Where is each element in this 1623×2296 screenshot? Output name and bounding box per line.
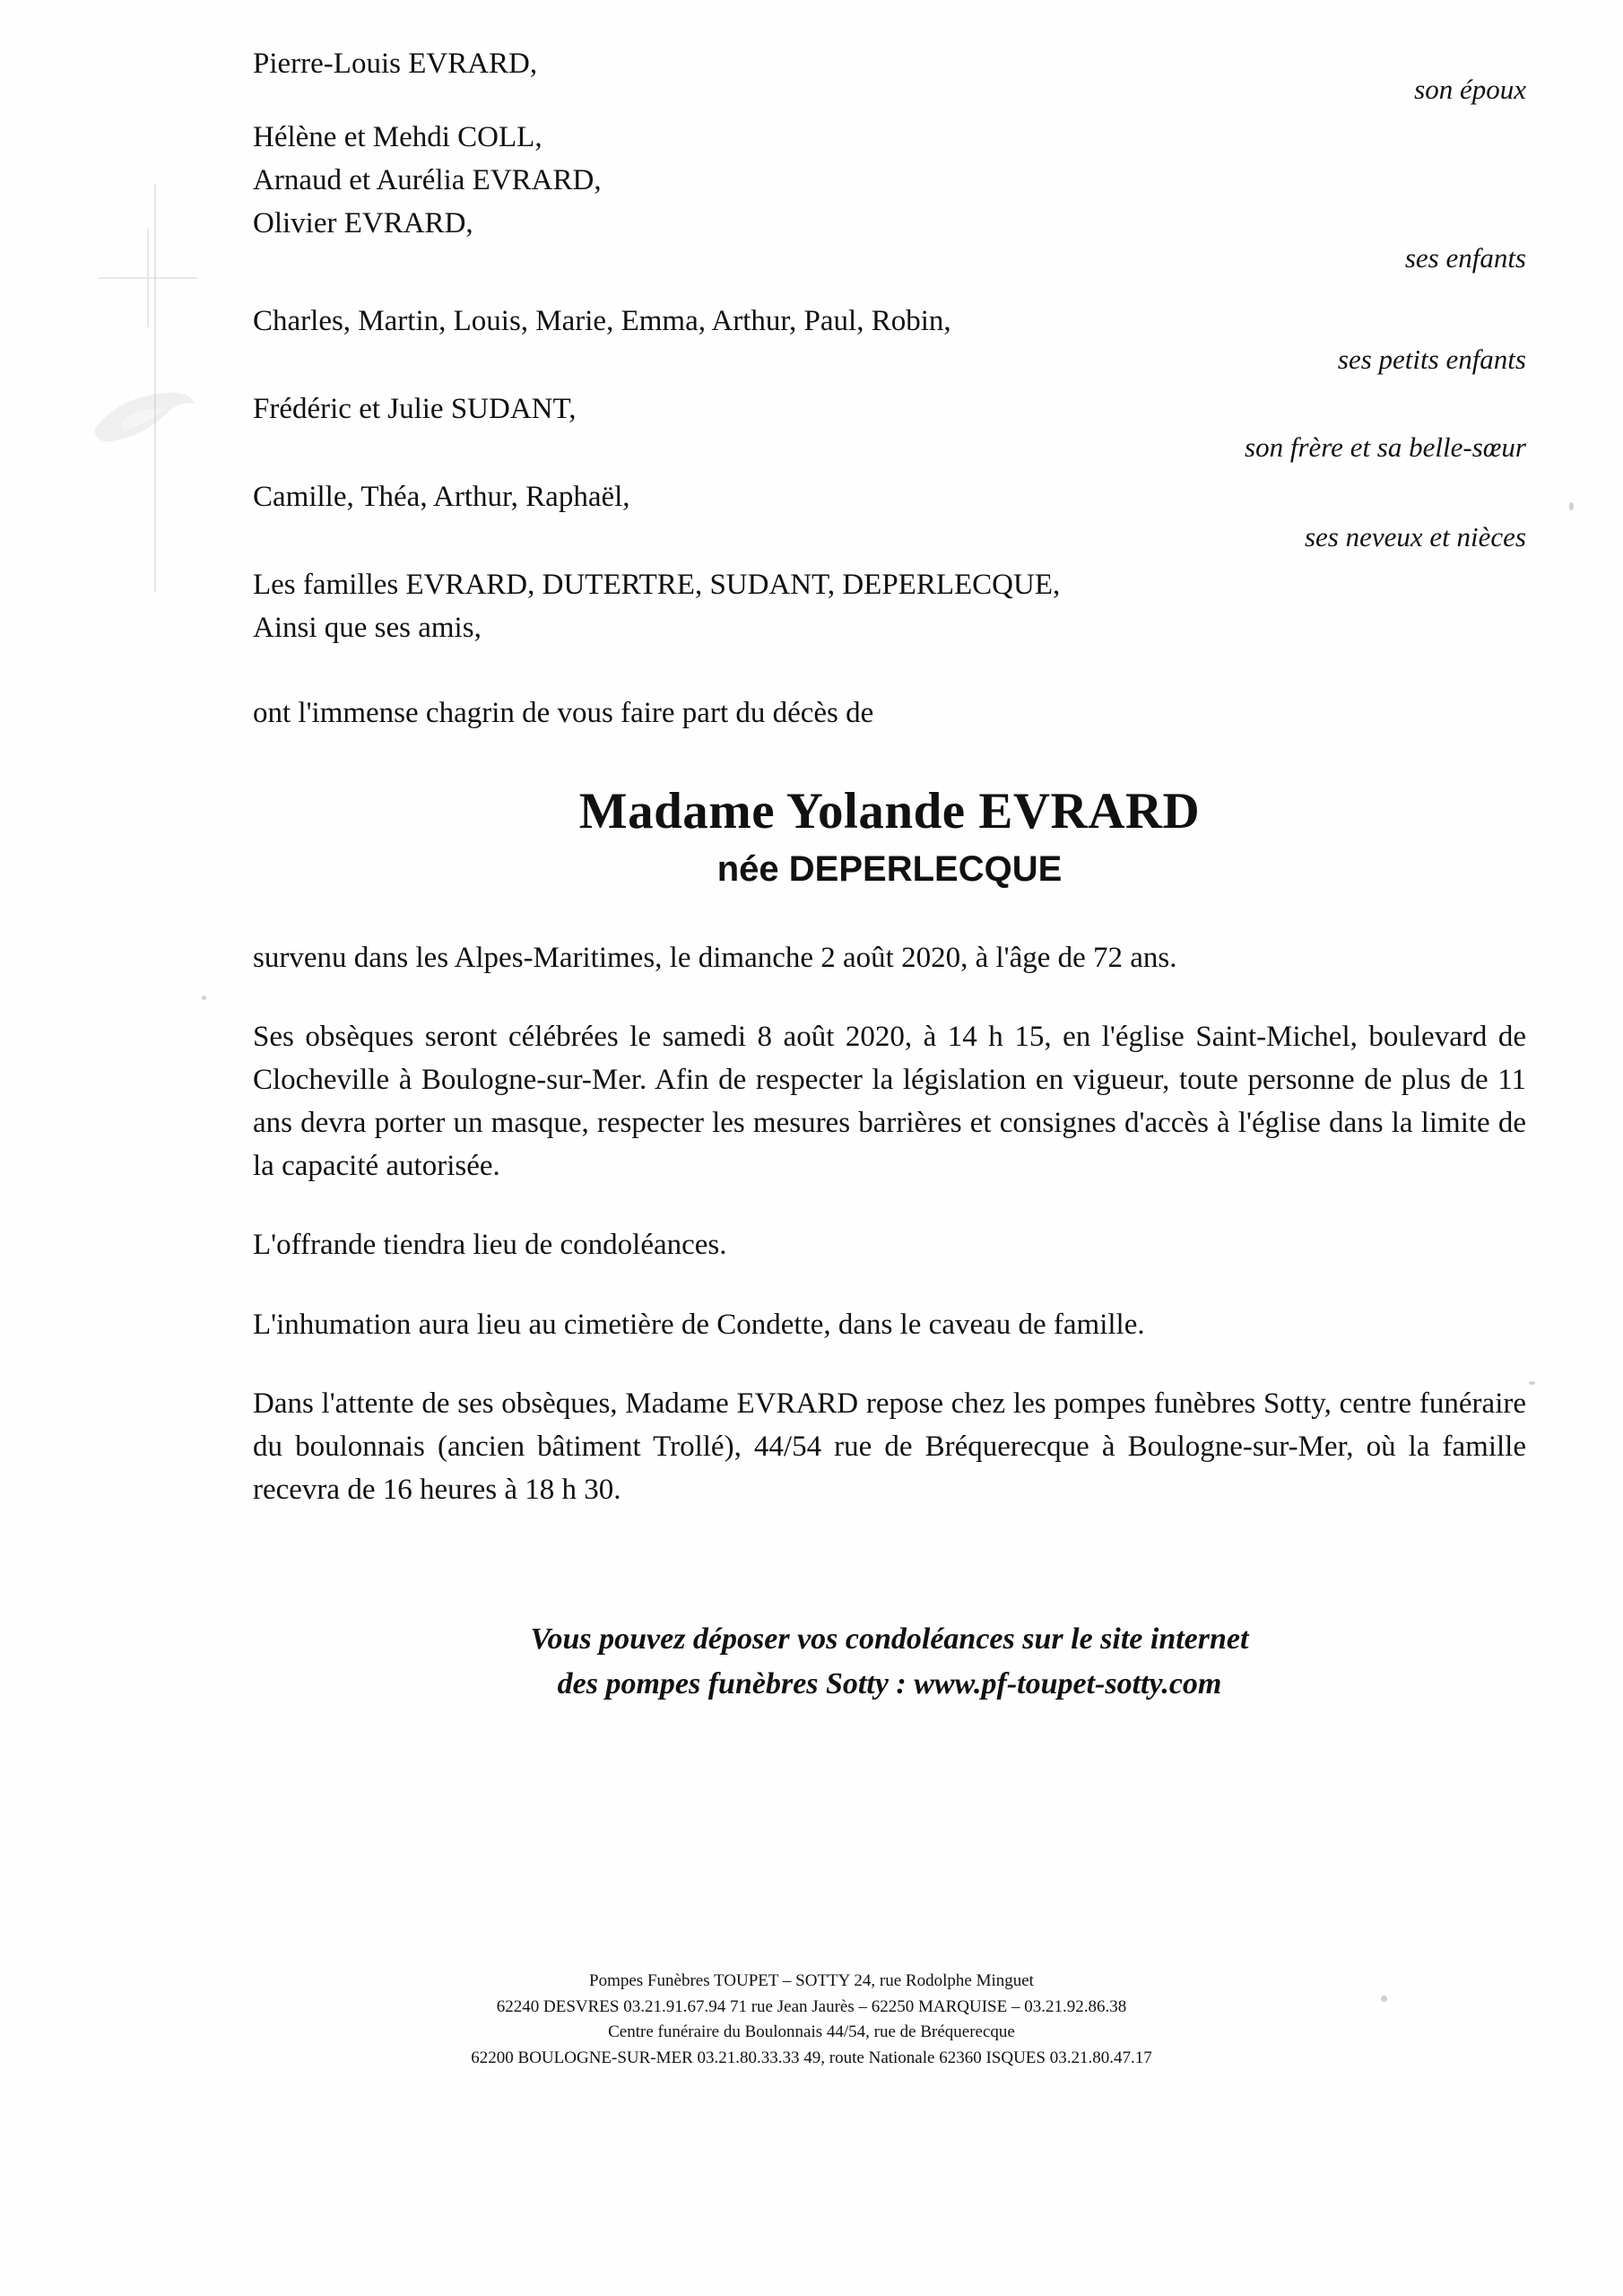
family-group xyxy=(253,117,1526,274)
family-block xyxy=(253,43,1526,650)
relation-label: ses enfants xyxy=(1404,241,1526,274)
footer-line-4: 62200 BOULOGNE-SUR-MER 03.21.80.33.33 49, route Nationale 62360 ISQUES 03.21.80.47.17 xyxy=(471,2048,1152,2067)
family-name-line: Arnaud et Aurélia EVRARD, xyxy=(253,163,602,196)
family-name-line: Ainsi que ses amis, xyxy=(253,611,482,644)
deceased-maiden-name: née DEPERLECQUE xyxy=(716,848,1063,889)
spacer xyxy=(253,86,1526,117)
paragraph-burial: L'inhumation aura lieu au cimetière de Condette, dans le caveau de famille. xyxy=(253,1308,1145,1341)
family-name-line: Hélène et Mehdi COLL, xyxy=(253,120,542,153)
paragraph-death-details: survenu dans les Alpes-Maritimes, le dimanche 2 août 2020, à l'âge de 72 ans. xyxy=(253,941,1177,974)
family-name-line: Olivier EVRARD, xyxy=(253,206,473,239)
family-name-line: Les familles EVRARD, DUTERTRE, SUDANT, DEPERLECQUE, xyxy=(253,568,1061,601)
footer-line-2: 62240 DESVRES 03.21.91.67.94 71 rue Jean Jaurès – 62250 MARQUISE – 03.21.92.86.38 xyxy=(496,1996,1127,2016)
obituary-content xyxy=(253,43,1526,1706)
family-name-line: Charles, Martin, Louis, Marie, Emma, Arthur, Paul, Robin, xyxy=(253,305,951,338)
announcement-intro: ont l'immense chagrin de vous faire part du décès de xyxy=(253,696,874,729)
relation-label: ses neveux et nièces xyxy=(1304,521,1526,553)
family-group xyxy=(253,388,1526,464)
family-name-line: Pierre-Louis EVRARD, xyxy=(253,48,538,80)
dove-icon xyxy=(85,368,202,466)
paragraph-offering: L'offrande tiendra lieu de condoléances. xyxy=(253,1229,727,1262)
scan-speck xyxy=(1569,502,1574,510)
relation-label: ses petits enfants xyxy=(1337,344,1526,376)
paragraph-ceremony: Ses obsèques seront célébrées le samedi 8 août 2020, à 14 h 15, en l'église Saint-Michel, boulevard de Clocheville à Boulogne-sur-Mer. Afin de respecter la législation en vigueur, toute personne de plus de 11 ans devra porter un masque, respecter les mesures barrières et consignes d'accès à l'église dans la limite de la capacité autorisée. xyxy=(253,1020,1526,1183)
footer-line-3: Centre funéraire du Boulonnais 44/54, rue de Bréquerecque xyxy=(608,2022,1015,2041)
family-name-line: Camille, Théa, Arthur, Raphaël, xyxy=(253,481,630,514)
condolences-line-2: des pompes funèbres Sotty : www.pf-toupet-sotty.com xyxy=(557,1666,1222,1700)
spacer xyxy=(253,245,1526,300)
family-name-line: Frédéric et Julie SUDANT, xyxy=(253,393,577,426)
deceased-name: Madame Yolande EVRARD xyxy=(578,782,1201,839)
cross-watermark-icon xyxy=(99,229,197,327)
scan-speck xyxy=(1529,1381,1535,1385)
family-group xyxy=(253,43,1526,105)
condolences-line-1: Vous pouvez déposer vos condoléances sur le site internet xyxy=(530,1622,1249,1657)
relation-label: son frère et sa belle-sœur xyxy=(1245,431,1526,464)
family-group xyxy=(253,564,1526,650)
deceased-block xyxy=(253,782,1526,890)
paragraph-visitation: Dans l'attente de ses obsèques, Madame EVRARD repose chez les pompes funèbres Sotty, centre funéraire du boulonnais (ancien bâtiment Trollé), 44/54 rue de Bréquerecque à Boulogne-sur-Mer, où la famille recevra de 16 heures à 18 h 30. xyxy=(253,1387,1526,1507)
footer-line-1: Pompes Funèbres TOUPET – SOTTY 24, rue Rodolphe Minguet xyxy=(589,1971,1034,1990)
relation-label: son époux xyxy=(1414,74,1526,105)
spacer xyxy=(253,344,1526,388)
family-group xyxy=(253,476,1526,553)
family-group xyxy=(253,300,1526,376)
scan-speck xyxy=(202,996,206,1000)
condolences-note xyxy=(253,1617,1526,1706)
footer-contact-info xyxy=(0,1969,1623,2071)
